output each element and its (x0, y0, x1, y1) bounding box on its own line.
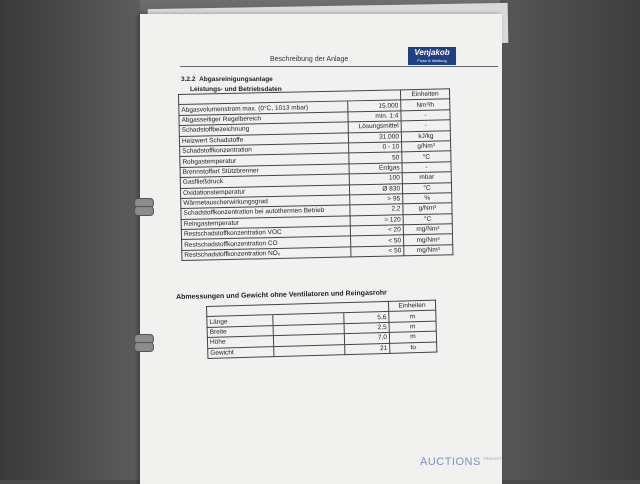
row-label: Restschadstoffkonzentration NOₓ (182, 247, 351, 261)
row-unit: Nm³/h (401, 99, 450, 110)
header-divider (180, 66, 498, 67)
section-title: Abgasreinigungsanlage (199, 76, 273, 83)
row-unit: m (389, 321, 436, 333)
row-value: ≈ 120 (350, 215, 403, 226)
row-label: Rohgastemperatur (180, 153, 349, 167)
auction-watermark (420, 456, 503, 468)
row-label: Schadstoffbezeichnung (179, 122, 348, 136)
row-value: 5,6 (344, 312, 389, 324)
row-value: min. 1:4 (348, 111, 401, 122)
section-number: 3.2.2 (181, 76, 196, 83)
background-right (500, 0, 640, 480)
units-header: Einheiten (400, 89, 449, 100)
row-value: < 50 (351, 246, 404, 257)
binder-ring-icon (134, 342, 154, 352)
document-page (140, 14, 502, 484)
row-label: Restschadstoffkonzentration CO (182, 236, 351, 250)
row-unit: mg/Nm³ (403, 224, 452, 235)
row-value: > 95 (350, 194, 403, 205)
row-value: 2,5 (344, 322, 389, 334)
row-unit: g/Nm³ (403, 203, 452, 214)
watermark-text: AUCTIONS (420, 456, 481, 468)
section-subtitle: Leistungs- und Betriebsdaten (190, 86, 282, 93)
section-heading (181, 76, 273, 83)
row-value: 7,0 (344, 333, 389, 345)
dimensions-table (206, 300, 437, 359)
background-left (0, 0, 140, 480)
row-unit: - (401, 120, 450, 131)
row-label: Reingastemperatur (181, 216, 350, 230)
row-value: Lösungsmittel (348, 121, 401, 132)
row-value: 15.000 (348, 100, 401, 111)
row-value: Ø 830 (349, 183, 402, 194)
row-label: Brennstoffart Stützbrenner (180, 164, 349, 178)
row-unit: m (389, 310, 436, 322)
row-unit: g/Nm³ (402, 141, 451, 152)
row-label: Gasfließdruck (180, 174, 349, 188)
row-unit: kJ/kg (401, 130, 450, 141)
watermark-small: TROOST (482, 456, 503, 461)
row-value: 31.000 (348, 131, 401, 142)
row-label: Wärmetauscherwirkungsgrad (181, 195, 350, 209)
logo-subtitle: Fluss & Wartung (417, 58, 447, 63)
row-value: < 50 (351, 235, 404, 246)
row-label: Restschadstoffkonzentration VOC (181, 226, 350, 240)
row-unit: to (390, 342, 437, 354)
row-unit: mbar (402, 172, 451, 183)
company-logo (408, 47, 456, 65)
row-label: Länge (207, 315, 273, 327)
row-unit: m (389, 331, 436, 343)
row-value: 50 (349, 152, 402, 163)
row-unit: °C (402, 151, 451, 162)
row-unit: - (402, 162, 451, 173)
row-unit: mg/Nm³ (404, 245, 453, 256)
row-value: Erdgas (349, 163, 402, 174)
row-label: Heizwert Schadstoffe (179, 133, 348, 147)
binder-ring-icon (134, 206, 154, 216)
row-label: Höhe (207, 336, 273, 348)
row-unit: - (401, 110, 450, 121)
units-header: Einheiten (388, 300, 435, 312)
row-unit: °C (403, 213, 452, 224)
row-value: 2,2 (350, 204, 403, 215)
row-label: Gewicht (208, 346, 274, 358)
row-unit: mg/Nm³ (404, 234, 453, 245)
performance-table (178, 88, 453, 261)
dimensions-heading: Abmessungen und Gewicht ohne Ventilatoren und Reingasrohr (176, 289, 387, 301)
row-label: Breite (207, 325, 273, 337)
row-label: Schadstoffkonzentration (180, 143, 349, 157)
row-label: Schadstoffkonzentration bei autothermen Betrieb (181, 205, 350, 219)
row-value: 21 (345, 343, 390, 355)
spacer-cell (274, 344, 345, 356)
logo-name: Venjakob (414, 48, 450, 57)
page-header-title: Beschreibung der Anlage (270, 56, 349, 63)
row-label: Oxidationstemperatur (180, 184, 349, 198)
row-value: 100 (349, 173, 402, 184)
row-label: Abgasvolumenstrom max. (0°C, 1013 mbar) (179, 101, 348, 115)
row-value: 0 - 10 (349, 142, 402, 153)
row-unit: °C (402, 182, 451, 193)
row-label: Abgasseitiger Regelbereich (179, 112, 348, 126)
row-value: < 20 (350, 225, 403, 236)
row-unit: % (403, 193, 452, 204)
